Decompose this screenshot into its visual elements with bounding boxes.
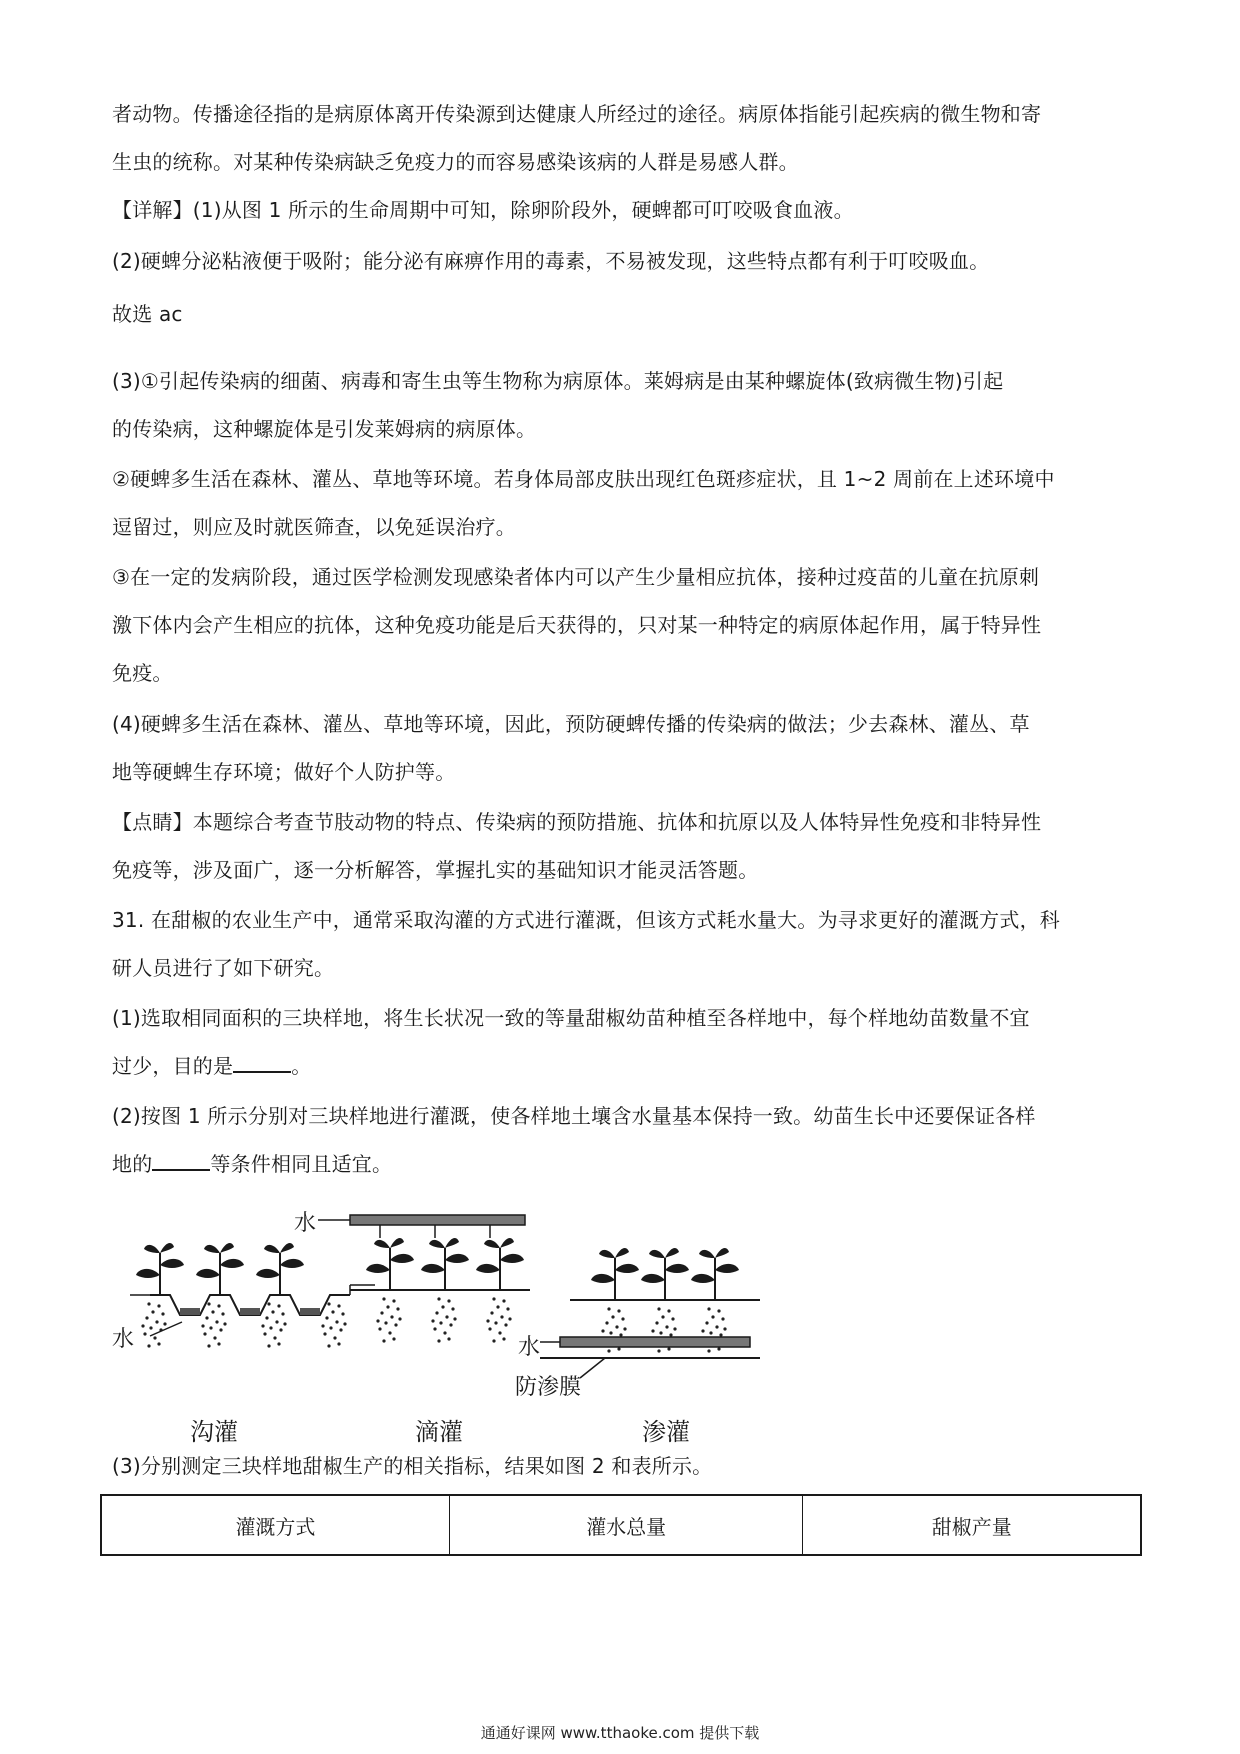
drip-irrigation-sketch [318,1215,530,1343]
furrow-irrigation-sketch [130,1243,375,1348]
water-label: 水 [112,1327,135,1352]
paragraph: ③在一定的发病阶段，通过医学检测发现感染者体内可以产生少量相应抗体，接种过疫苗的儿童在抗原刺 [112,565,1040,589]
paragraph: (3)分别测定三块样地甜椒生产的相关指标，结果如图 2 和表所示。 [112,1454,713,1478]
question-stem: 31. 在甜椒的农业生产中，通常采取沟灌的方式进行灌溉，但该方式耗水量大。为寻求更好的灌溉方式，科 [112,908,1060,932]
paragraph: 免疫等，涉及面广，逐一分析解答，掌握扎实的基础知识才能灵活答题。 [112,858,759,882]
figure-caption: 渗灌 [642,1418,690,1446]
water-label: 水 [294,1211,317,1236]
page-footer: 通通好课网 www.tthaoke.com 提供下载 [480,1724,760,1742]
paragraph: 故选 ac [112,302,183,326]
paragraph: 逗留过，则应及时就医筛查，以免延误治疗。 [112,515,516,539]
paragraph-text: 地的 [112,1152,153,1176]
paragraph: 研人员进行了如下研究。 [112,956,335,980]
answer-blank [233,1051,291,1073]
paragraph-text: 等条件相同且适宜。 [210,1152,393,1176]
table-header-row [101,1495,1141,1555]
paragraph: 地等硬蜱生存环境；做好个人防护等。 [112,760,456,784]
table-header-cell: 甜椒产量 [803,1495,1141,1555]
paragraph-text: 。 [291,1054,312,1078]
figure-caption: 沟灌 [190,1418,238,1446]
paragraph: 的传染病，这种螺旋体是引发莱姆病的病原体。 [112,417,537,441]
paragraph: 生虫的统称。对某种传染病缺乏免疫力的而容易感染该病的人群是易感人群。 [112,150,799,174]
paragraph [112,1042,1132,1090]
paragraph: 【点睛】本题综合考查节肢动物的特点、传染病的预防措施、抗体和抗原以及人体特异性免疫和非特异性 [112,810,1042,834]
paragraph: (2)按图 1 所示分别对三块样地进行灌溉，使各样地土壤含水量基本保持一致。幼苗生长中还要保证各样 [112,1104,1036,1128]
table-header-cell: 灌水总量 [449,1495,803,1555]
paragraph: (2)硬蜱分泌粘液便于吸附；能分泌有麻痹作用的毒素，不易被发现，这些特点都有利于叮咬吸血。 [112,249,990,273]
water-label: 水 [518,1335,541,1360]
figure-caption: 滴灌 [415,1418,463,1446]
paragraph: 免疫。 [112,661,173,685]
table-header-cell: 灌溉方式 [101,1495,449,1555]
paragraph: (1)选取相同面积的三块样地，将生长状况一致的等量甜椒幼苗种植至各样地中，每个样地幼苗数量不宜 [112,1006,1030,1030]
paragraph-text: 过少，目的是 [112,1054,234,1078]
results-table [100,1494,1142,1556]
paragraph: 者动物。传播途径指的是病原体离开传染源到达健康人所经过的途径。病原体指能引起疾病的微生物和寄 [112,102,1042,126]
paragraph [112,1140,1132,1188]
paragraph: 【详解】(1)从图 1 所示的生命周期中可知，除卵阶段外，硬蜱都可叮咬吸食血液。 [112,198,854,222]
answer-blank [152,1149,210,1171]
irrigation-figure [110,1200,940,1450]
paragraph: ②硬蜱多生活在森林、灌丛、草地等环境。若身体局部皮肤出现红色斑疹症状，且 1~2 周前在上述环境中 [112,467,1055,491]
membrane-label: 防渗膜 [515,1375,582,1400]
paragraph: (3)①引起传染病的细菌、病毒和寄生虫等生物称为病原体。莱姆病是由某种螺旋体(致病微生物)引起 [112,369,1004,393]
paragraph: (4)硬蜱多生活在森林、灌丛、草地等环境，因此，预防硬蜱传播的传染病的做法；少去森林、灌丛、草 [112,712,1030,736]
subsurface-irrigation-sketch [540,1248,760,1378]
paragraph: 激下体内会产生相应的抗体，这种免疫功能是后天获得的，只对某一种特定的病原体起作用，属于特异性 [112,613,1042,637]
